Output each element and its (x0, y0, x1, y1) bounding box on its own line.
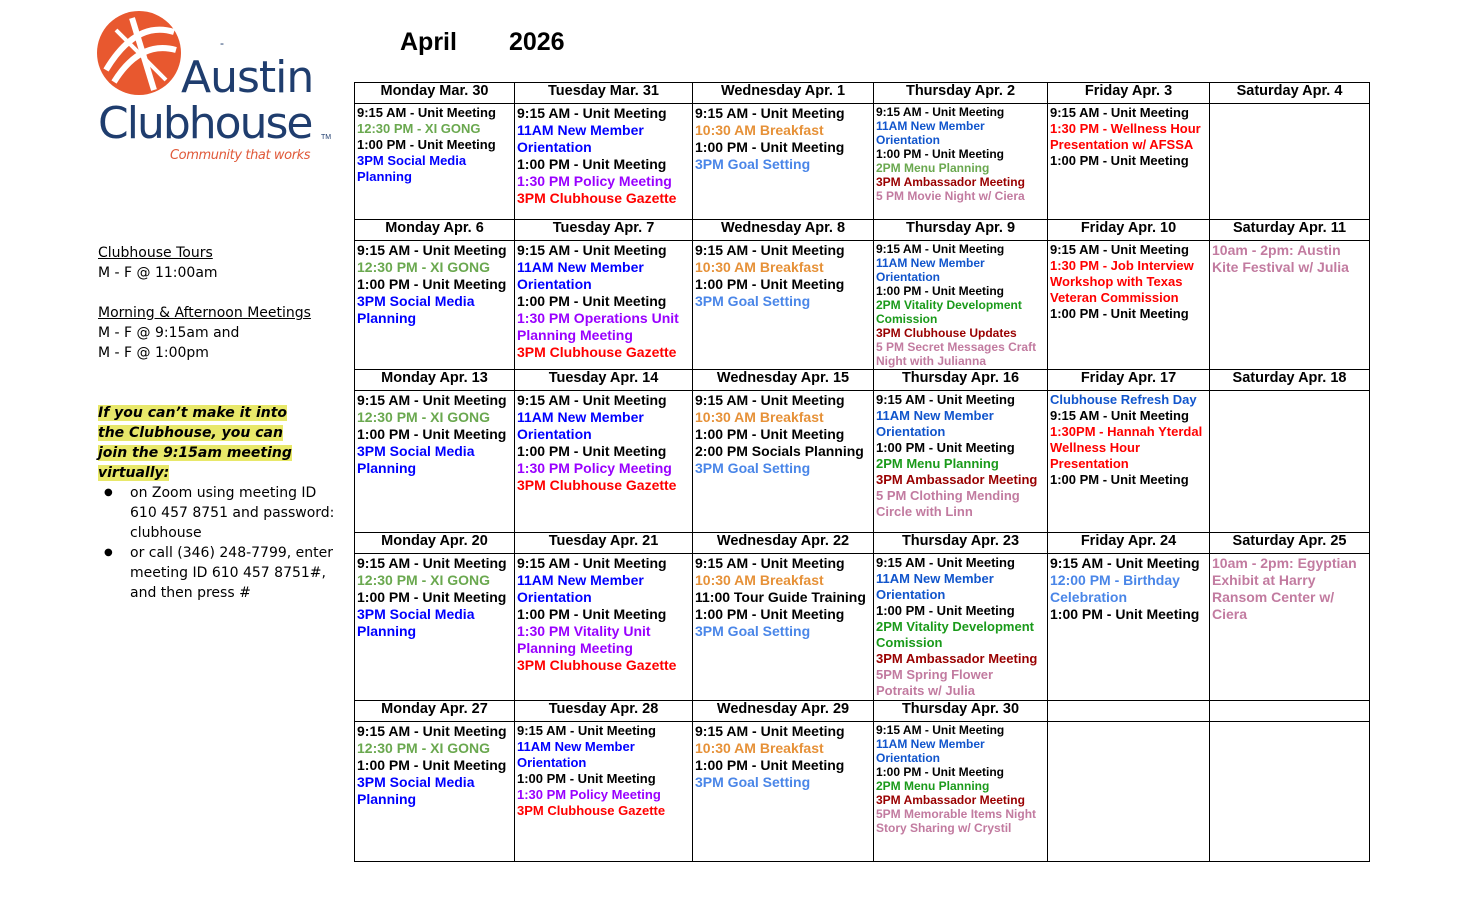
event-item: 11AM New Member Orientation (876, 119, 985, 147)
week-events-row (355, 554, 1370, 701)
event-item: 1:00 PM - Unit Meeting (876, 765, 1005, 779)
day-cell (1048, 722, 1210, 862)
event-item: 10:30 AM Breakfast (695, 740, 824, 756)
event-item: 11AM New Member Orientation (517, 122, 644, 155)
meetings-line-1: M - F @ 9:15am and (98, 325, 240, 341)
day-header: Friday Apr. 10 (1048, 220, 1210, 241)
calendar-grid (354, 82, 1370, 862)
event-item: 1:00 PM - Unit Meeting (1050, 153, 1189, 168)
event-item: 9:15 AM - Unit Meeting (517, 723, 656, 738)
day-header: Saturday Apr. 4 (1210, 83, 1370, 104)
day-header: Wednesday Apr. 1 (693, 83, 874, 104)
week-events-row (355, 391, 1370, 533)
event-item: 10:30 AM Breakfast (695, 409, 824, 425)
event-item: 12:00 PM - Birthday Celebration (1050, 572, 1180, 605)
event-item: 10:30 AM Breakfast (695, 572, 824, 588)
event-item: 1:00 PM - Unit Meeting (876, 440, 1015, 455)
day-header: Saturday Apr. 18 (1210, 370, 1370, 391)
event-item: 9:15 AM - Unit Meeting (1050, 242, 1189, 257)
day-cell (355, 241, 515, 370)
event-item: 11AM New Member Orientation (876, 256, 985, 284)
event-item: 3PM Goal Setting (695, 460, 811, 476)
day-cell (1210, 554, 1370, 701)
day-cell (693, 241, 874, 370)
week-header-row (355, 83, 1370, 104)
day-header: Tuesday Apr. 14 (515, 370, 693, 391)
day-cell (874, 104, 1048, 220)
event-item: 9:15 AM - Unit Meeting (695, 555, 845, 571)
event-item: 9:15 AM - Unit Meeting (876, 242, 1005, 256)
day-cell (874, 241, 1048, 370)
event-item: 3PM Goal Setting (695, 774, 811, 790)
month-label: April (400, 28, 457, 56)
day-cell (693, 554, 874, 701)
event-item: 2PM Menu Planning (876, 161, 990, 175)
day-cell (693, 722, 874, 862)
day-header: Monday Apr. 20 (355, 533, 515, 554)
event-item: 3PM Goal Setting (695, 156, 811, 172)
day-cell (355, 722, 515, 862)
event-item: 9:15 AM - Unit Meeting (357, 105, 496, 120)
day-header: Wednesday Apr. 29 (693, 701, 874, 722)
austin-clubhouse-logo (96, 10, 336, 170)
event-item: 1:00 PM - Unit Meeting (1050, 472, 1189, 487)
day-header: Wednesday Apr. 22 (693, 533, 874, 554)
day-cell (515, 241, 693, 370)
event-item: 9:15 AM - Unit Meeting (1050, 105, 1189, 120)
event-item: 11:00 Tour Guide Training (695, 589, 866, 605)
event-item: 12:30 PM - XI GONG (357, 121, 481, 136)
logo-clubhouse-text: Clubhouse (98, 98, 312, 149)
day-header: Thursday Apr. 9 (874, 220, 1048, 241)
event-item: 1:00 PM - Unit Meeting (357, 757, 507, 773)
day-cell (355, 391, 515, 533)
day-cell (1210, 391, 1370, 533)
event-item: 1:30 PM - Wellness Hour Presentation w/ AFSSA (1050, 121, 1201, 152)
event-item: 5 PM Secret Messages Craft Night with Julianna (876, 340, 1037, 368)
event-item: 1:00 PM - Unit Meeting (357, 137, 496, 152)
event-item: 9:15 AM - Unit Meeting (357, 242, 507, 258)
event-item: 11AM New Member Orientation (517, 259, 644, 292)
week-header-row (355, 370, 1370, 391)
event-item: 3PM Clubhouse Gazette (517, 803, 666, 818)
event-item: 3PM Social Media Planning (357, 153, 467, 184)
event-item: 1:00 PM - Unit Meeting (695, 276, 845, 292)
event-item: 1:00 PM - Unit Meeting (876, 284, 1005, 298)
event-item: 11AM New Member Orientation (876, 571, 994, 602)
event-item: 3PM Goal Setting (695, 293, 811, 309)
clubhouse-emblem-icon (96, 10, 182, 96)
day-cell (515, 104, 693, 220)
event-item: 1:30PM - Hannah Yterdal Wellness Hour Presentation (1050, 424, 1203, 471)
day-header: Tuesday Apr. 21 (515, 533, 693, 554)
day-cell (874, 554, 1048, 701)
event-item: 3PM Clubhouse Gazette (517, 657, 677, 673)
event-item: 1:00 PM - Unit Meeting (695, 757, 845, 773)
event-item: 9:15 AM - Unit Meeting (517, 392, 667, 408)
event-item: 1:00 PM - Unit Meeting (876, 147, 1005, 161)
day-cell (1048, 104, 1210, 220)
day-cell (693, 391, 874, 533)
day-header: Friday Apr. 24 (1048, 533, 1210, 554)
day-cell (1210, 104, 1370, 220)
event-item: 11AM New Member Orientation (876, 737, 985, 765)
event-item: 1:00 PM - Unit Meeting (517, 443, 667, 459)
day-cell (1048, 391, 1210, 533)
event-item: 1:30 PM Policy Meeting (517, 173, 672, 189)
year-label: 2026 (508, 28, 565, 56)
day-header: Friday Apr. 3 (1048, 83, 1210, 104)
day-header: Thursday Apr. 16 (874, 370, 1048, 391)
event-item: 9:15 AM - Unit Meeting (517, 555, 667, 571)
event-item: 9:15 AM - Unit Meeting (876, 723, 1005, 737)
event-item: 3PM Clubhouse Gazette (517, 190, 677, 206)
meetings-line-2: M - F @ 1:00pm (98, 345, 209, 361)
day-cell (355, 104, 515, 220)
event-item: 9:15 AM - Unit Meeting (695, 105, 845, 121)
day-header: Monday Apr. 6 (355, 220, 515, 241)
event-item: 5 PM Movie Night w/ Ciera (876, 189, 1025, 203)
event-item: 9:15 AM - Unit Meeting (357, 555, 507, 571)
logo-trademark: TM (321, 134, 332, 141)
event-item: 12:30 PM - XI GONG (357, 572, 491, 588)
event-item: 1:00 PM - Unit Meeting (357, 276, 507, 292)
event-item: 10am - 2pm: Austin Kite Festival w/ Julia (1212, 242, 1349, 275)
event-item: 9:15 AM - Unit Meeting (876, 555, 1015, 570)
event-item: 1:30 PM Vitality Unit Planning Meeting (517, 623, 651, 656)
event-item: 3PM Ambassador Meeting (876, 175, 1025, 189)
event-item: 11AM New Member Orientation (517, 409, 644, 442)
event-item: 9:15 AM - Unit Meeting (517, 242, 667, 258)
day-header: Wednesday Apr. 8 (693, 220, 874, 241)
event-item: 3PM Ambassador Meeting (876, 472, 1038, 487)
event-item: 12:30 PM - XI GONG (357, 740, 491, 756)
day-cell (693, 104, 874, 220)
phone-option: ● or call (346) 248-7799, enter meeting ID 610 457 8751#, and then press # (130, 543, 343, 603)
event-item: 3PM Ambassador Meeting (876, 651, 1038, 666)
event-item: 1:00 PM - Unit Meeting (357, 589, 507, 605)
week-events-row (355, 722, 1370, 862)
event-item: 9:15 AM - Unit Meeting (695, 723, 845, 739)
event-item: 3PM Clubhouse Updates (876, 326, 1017, 340)
event-item: 1:30 PM Operations Unit Planning Meeting (517, 310, 679, 343)
event-item: 1:00 PM - Unit Meeting (1050, 306, 1189, 321)
event-item: 1:00 PM - Unit Meeting (517, 771, 656, 786)
logo-austin-text: Austin (181, 52, 314, 103)
event-item: 3PM Clubhouse Gazette (517, 477, 677, 493)
event-item: 5PM Spring Flower Potraits w/ Julia (876, 667, 994, 698)
event-item: 3PM Goal Setting (695, 623, 811, 639)
event-item: 3PM Social Media Planning (357, 443, 475, 476)
day-cell (515, 391, 693, 533)
event-item: 3PM Clubhouse Gazette (517, 344, 677, 360)
day-header: Tuesday Apr. 7 (515, 220, 693, 241)
day-cell (355, 554, 515, 701)
day-header: Wednesday Apr. 15 (693, 370, 874, 391)
event-item: 1:00 PM - Unit Meeting (517, 293, 667, 309)
meetings-heading: Morning & Afternoon Meetings (98, 305, 311, 321)
day-cell (1048, 241, 1210, 370)
day-cell (515, 722, 693, 862)
event-item: Clubhouse Refresh Day (1050, 392, 1197, 407)
page-title (400, 28, 565, 57)
event-item: 9:15 AM - Unit Meeting (695, 242, 845, 258)
day-header: Tuesday Apr. 28 (515, 701, 693, 722)
day-cell (1048, 554, 1210, 701)
event-item: 1:30 PM - Job Interview Workshop with Texas Veteran Commission (1050, 258, 1194, 305)
event-item: 9:15 AM - Unit Meeting (517, 105, 667, 121)
tours-time: M - F @ 11:00am (98, 265, 218, 281)
event-item: 1:00 PM - Unit Meeting (876, 603, 1015, 618)
event-item: 9:15 AM - Unit Meeting (357, 723, 507, 739)
day-header (1048, 701, 1210, 722)
day-cell (1210, 722, 1370, 862)
day-header: Thursday Apr. 30 (874, 701, 1048, 722)
day-header: Monday Apr. 27 (355, 701, 515, 722)
day-cell (874, 722, 1048, 862)
logo-tagline: Community that works (170, 148, 311, 163)
event-item: 3PM Ambassador Meeting (876, 793, 1025, 807)
week-events-row (355, 104, 1370, 220)
zoom-option: ● on Zoom using meeting ID 610 457 8751 and password: clubhouse (130, 483, 343, 543)
event-item: 11AM New Member Orientation (517, 572, 644, 605)
event-item: 9:15 AM - Unit Meeting (1050, 555, 1200, 571)
day-cell (515, 554, 693, 701)
event-item: 5 PM Clothing Mending Circle with Linn (876, 488, 1020, 519)
info-sidebar (98, 243, 343, 603)
virtual-options-list (98, 483, 343, 603)
event-item: 1:00 PM - Unit Meeting (517, 156, 667, 172)
event-item: 12:30 PM - XI GONG (357, 409, 491, 425)
event-item: 12:30 PM - XI GONG (357, 259, 491, 275)
event-item: 5PM Memorable Items Night Story Sharing w/ Crystil (876, 807, 1037, 835)
event-item: 2PM Menu Planning (876, 456, 999, 471)
week-events-row (355, 241, 1370, 370)
day-header: Saturday Apr. 11 (1210, 220, 1370, 241)
event-item: 1:00 PM - Unit Meeting (695, 139, 845, 155)
day-cell (874, 391, 1048, 533)
event-item: 1:00 PM - Unit Meeting (695, 426, 845, 442)
day-header: Thursday Apr. 2 (874, 83, 1048, 104)
event-item: 1:00 PM - Unit Meeting (1050, 606, 1200, 622)
event-item: 9:15 AM - Unit Meeting (876, 392, 1015, 407)
event-item: 11AM New Member Orientation (517, 739, 635, 770)
virtual-note: If you can’t make it into the Clubhouse, you can join the 9:15am meeting virtually: (98, 405, 292, 481)
event-item: 2PM Menu Planning (876, 779, 990, 793)
day-header: Monday Mar. 30 (355, 83, 515, 104)
event-item: 1:00 PM - Unit Meeting (695, 606, 845, 622)
day-header: Thursday Apr. 23 (874, 533, 1048, 554)
week-header-row (355, 533, 1370, 554)
tours-heading: Clubhouse Tours (98, 245, 213, 261)
day-cell (1210, 241, 1370, 370)
day-header: Tuesday Mar. 31 (515, 83, 693, 104)
event-item: 9:15 AM - Unit Meeting (1050, 408, 1189, 423)
event-item: 2PM Vitality Development Comission (876, 298, 1022, 326)
day-header: Monday Apr. 13 (355, 370, 515, 391)
day-header (1210, 701, 1370, 722)
event-item: 3PM Social Media Planning (357, 774, 475, 807)
event-item: 2PM Vitality Development Comission (876, 619, 1034, 650)
event-item: 11AM New Member Orientation (876, 408, 994, 439)
event-item: 1:30 PM Policy Meeting (517, 787, 661, 802)
event-item: 1:00 PM - Unit Meeting (517, 606, 667, 622)
event-item: 10:30 AM Breakfast (695, 259, 824, 275)
logo-dash: - (220, 36, 224, 50)
event-item: 2:00 PM Socials Planning (695, 443, 864, 459)
event-item: 1:00 PM - Unit Meeting (357, 426, 507, 442)
week-header-row (355, 220, 1370, 241)
event-item: 9:15 AM - Unit Meeting (876, 105, 1005, 119)
event-item: 9:15 AM - Unit Meeting (357, 392, 507, 408)
event-item: 3PM Social Media Planning (357, 606, 475, 639)
event-item: 10:30 AM Breakfast (695, 122, 824, 138)
event-item: 9:15 AM - Unit Meeting (695, 392, 845, 408)
event-item: 10am - 2pm: Egyptian Exhibit at Harry Ransom Center w/ Ciera (1212, 555, 1357, 622)
event-item: 3PM Social Media Planning (357, 293, 475, 326)
day-header: Saturday Apr. 25 (1210, 533, 1370, 554)
day-header: Friday Apr. 17 (1048, 370, 1210, 391)
week-header-row (355, 701, 1370, 722)
event-item: 1:30 PM Policy Meeting (517, 460, 672, 476)
